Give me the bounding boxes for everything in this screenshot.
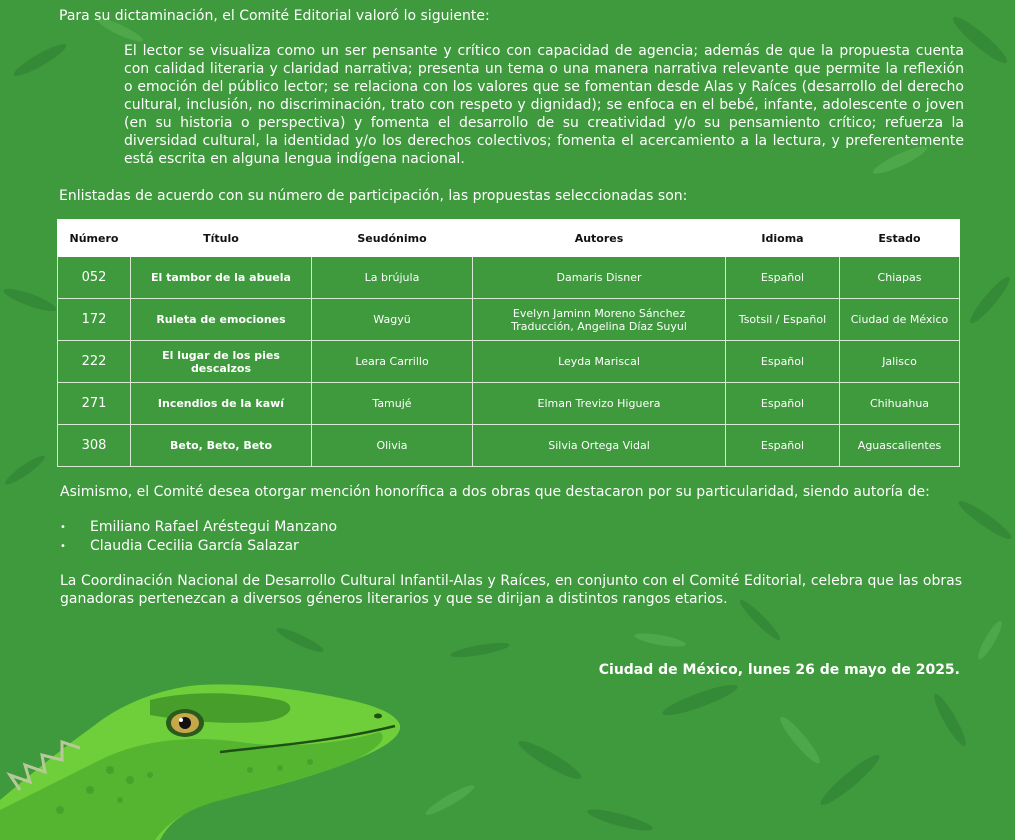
- cell-language: Español: [726, 383, 840, 425]
- cell-authors: Elman Trevizo Higuera: [473, 383, 726, 425]
- bullet-icon: •: [60, 522, 66, 533]
- author-name: Evelyn Jaminn Moreno Sánchez: [512, 306, 686, 320]
- dateline: Ciudad de México, lunes 26 de mayo de 2025.: [598, 662, 960, 678]
- selected-proposals-table: [57, 219, 960, 467]
- cell-number: 308: [58, 425, 131, 467]
- cell-authors: [473, 299, 726, 341]
- intro-text: Para su dictaminación, el Comité Editorial valoró lo siguiente:: [59, 8, 490, 24]
- evaluation-criteria-text: El lector se visualiza como un ser pensante y crítico con capacidad de agencia; además de que la propuesta cuenta con calidad literaria y claridad narrativa; presenta un tema o una manera narrativa relevante que permite la reflexión o emoción del público lector; se relaciona con los valores que se fomentan desde Alas y Raíces (desarrollo del derecho cultural, inclusión, no discriminación, trato con respeto y dignidad); se enfoca en el bebé, infante, adolescente o joven (en su historia o perspectiva) y fomenta el desarrollo de su creatividad y/o su pensamiento crítico; refuerza la diversidad cultural, la identidad y/o los derechos colectivos; fomenta el acercamiento a la lectura, y preferentemente está escrita en alguna lengua indígena nacional.: [124, 43, 964, 167]
- list-item: [60, 518, 337, 537]
- cell-title: Beto, Beto, Beto: [131, 425, 312, 467]
- cell-authors: Silvia Ortega Vidal: [473, 425, 726, 467]
- cell-state: Chihuahua: [840, 383, 960, 425]
- cell-language: Tsotsil / Español: [726, 299, 840, 341]
- cell-authors: Leyda Mariscal: [473, 341, 726, 383]
- honorable-mention-text: Asimismo, el Comité desea otorgar mención honorífica a dos obras que destacaron por su particularidad, siendo autoría de:: [60, 484, 930, 500]
- cell-language: Español: [726, 257, 840, 299]
- table-row: [58, 383, 960, 425]
- cell-language: Español: [726, 341, 840, 383]
- honoree-name: Emiliano Rafael Aréstegui Manzano: [90, 519, 338, 535]
- header-idioma: Idioma: [726, 220, 840, 257]
- cell-pseudonym: Wagyü: [312, 299, 473, 341]
- cell-title: El tambor de la abuela: [131, 257, 312, 299]
- cell-number: 052: [58, 257, 131, 299]
- header-numero: Número: [58, 220, 131, 257]
- cell-pseudonym: Tamujé: [312, 383, 473, 425]
- cell-state: Chiapas: [840, 257, 960, 299]
- header-titulo: Título: [131, 220, 312, 257]
- honorable-mention-list: [60, 518, 337, 556]
- bullet-icon: •: [60, 541, 66, 552]
- cell-number: 271: [58, 383, 131, 425]
- cell-state: Aguascalientes: [840, 425, 960, 467]
- cell-number: 172: [58, 299, 131, 341]
- cell-pseudonym: La brújula: [312, 257, 473, 299]
- table-row: [58, 425, 960, 467]
- header-estado: Estado: [840, 220, 960, 257]
- table-row: [58, 299, 960, 341]
- cell-state: Jalisco: [840, 341, 960, 383]
- iguana-illustration: [0, 680, 420, 840]
- cell-authors: Damaris Disner: [473, 257, 726, 299]
- cell-state: Ciudad de México: [840, 299, 960, 341]
- cell-pseudonym: Olivia: [312, 425, 473, 467]
- table-row: [58, 341, 960, 383]
- header-autores: Autores: [473, 220, 726, 257]
- list-item: [60, 537, 337, 556]
- header-seudonimo: Seudónimo: [312, 220, 473, 257]
- cell-language: Español: [726, 425, 840, 467]
- closing-text: La Coordinación Nacional de Desarrollo Cultural Infantil-Alas y Raíces, en conjunto con el Comité Editorial, celebra que las obras ganadoras pertenezcan a diversos géneros literarios y que se dirijan a distintos rangos etarios.: [60, 573, 962, 607]
- table-header-row: [58, 220, 960, 257]
- table-row: [58, 257, 960, 299]
- cell-title: El lugar de los pies descalzos: [131, 341, 312, 383]
- selection-intro-text: Enlistadas de acuerdo con su número de participación, las propuestas seleccionadas son:: [59, 188, 688, 204]
- honoree-name: Claudia Cecilia García Salazar: [90, 538, 299, 554]
- cell-pseudonym: Leara Carrillo: [312, 341, 473, 383]
- cell-number: 222: [58, 341, 131, 383]
- cell-title: Ruleta de emociones: [131, 299, 312, 341]
- translator-name: Traducción, Angelina Díaz Suyul: [511, 319, 687, 333]
- cell-title: Incendios de la kawí: [131, 383, 312, 425]
